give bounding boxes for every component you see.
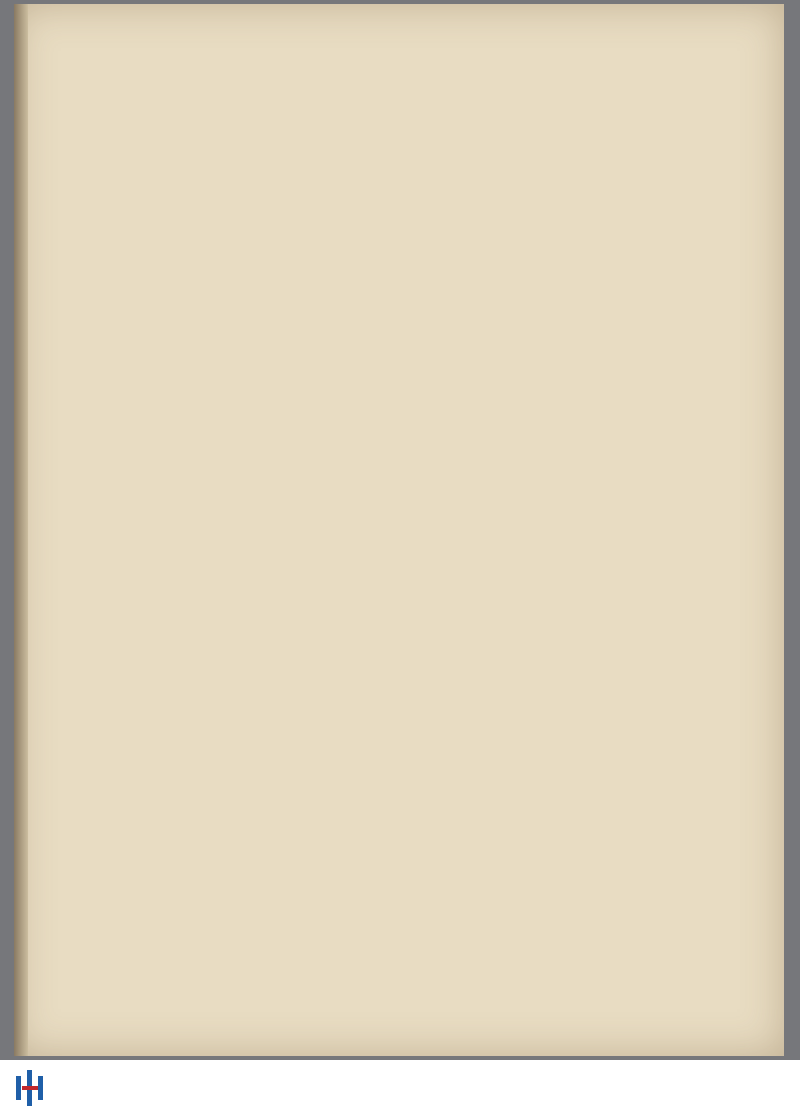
book-page [14, 4, 784, 1056]
section-subheading [96, 104, 676, 138]
footer-bar [0, 1060, 800, 1116]
page-spine-shadow [14, 4, 28, 1056]
university-library-logo-icon [12, 1068, 48, 1108]
bibliography-entries [96, 48, 676, 158]
section-heading [96, 64, 676, 104]
